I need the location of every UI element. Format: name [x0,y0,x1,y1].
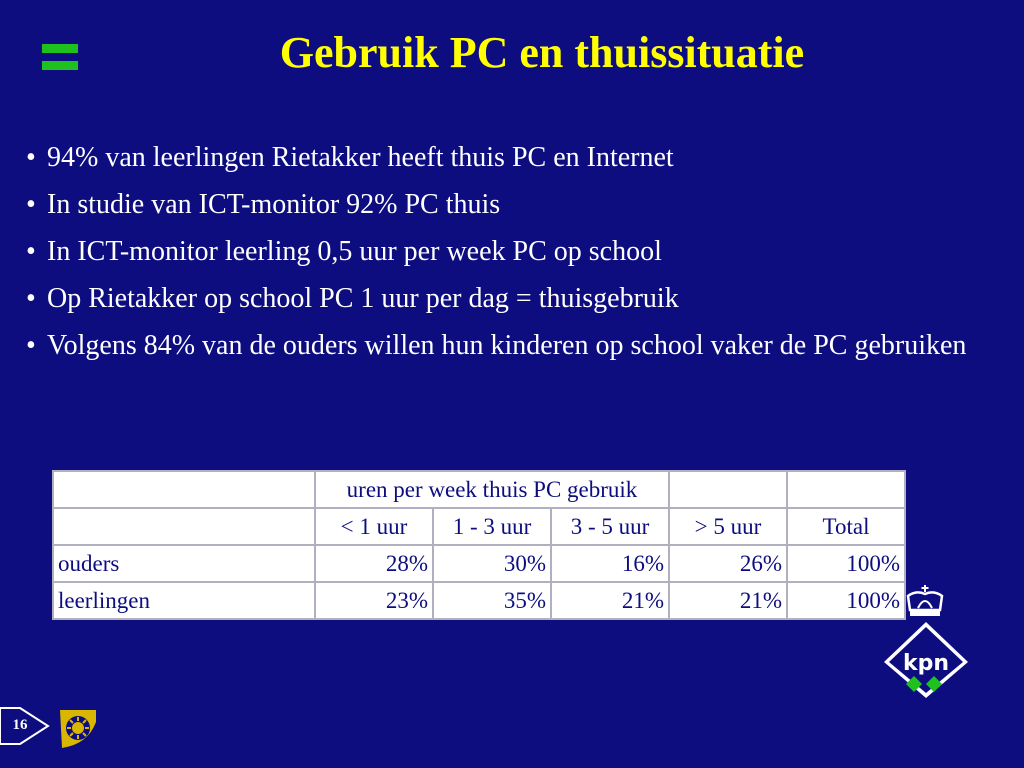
kpn-logo-text: kpn [902,651,950,676]
bullet-text: Op Rietakker op school PC 1 uur per dag = thuisgebruik [47,283,679,314]
table-cell: 26% [669,545,787,582]
slide-title: Gebruik PC en thuissituatie [279,28,805,77]
column-header: < 1 uur [315,508,433,545]
table-cell: 21% [551,582,669,619]
usage-table [52,470,906,620]
bullet-list [26,134,1006,369]
table-cell [53,471,315,508]
bullet-text: 94% van leerlingen Rietakker heeft thuis PC en Internet [47,142,674,173]
row-label: ouders [53,545,315,582]
table-cell: 23% [315,582,433,619]
bullet-text: Volgens 84% van de ouders willen hun kinderen op school vaker de PC gebruiken [47,330,967,361]
table-cell [669,471,787,508]
table-cell: 30% [433,545,551,582]
table-header-row [53,471,905,508]
table-row [53,545,905,582]
bullet-text: In ICT-monitor leerling 0,5 uur per week PC op school [47,236,662,267]
column-header: 3 - 5 uur [551,508,669,545]
table-cell: 35% [433,582,551,619]
page-number: 16 [12,717,28,733]
bullet-item: • Volgens 84% van de ouders willen hun kinderen op school vaker de PC gebruiken [26,330,967,361]
bullet-item: • In ICT-monitor leerling 0,5 uur per week PC op school [26,236,662,267]
table-cell: 28% [315,545,433,582]
column-header: 1 - 3 uur [433,508,551,545]
column-header: Total [787,508,905,545]
table-cell [53,508,315,545]
page-number-badge [0,706,50,746]
table-cell: 100% [787,582,905,619]
table-cell [787,471,905,508]
row-label: leerlingen [53,582,315,619]
table-cell: 100% [787,545,905,582]
bullet-item: • Op Rietakker op school PC 1 uur per dag = thuisgebruik [26,283,679,314]
bullet-item: • 94% van leerlingen Rietakker heeft thuis PC en Internet [26,142,674,173]
crown-icon [906,584,944,618]
table-cell: 16% [551,545,669,582]
column-header: > 5 uur [669,508,787,545]
kpn-logo [880,620,972,698]
table-cell: 21% [669,582,787,619]
table-row [53,582,905,619]
bullet-text: In studie van ICT-monitor 92% PC thuis [47,189,501,220]
group-header-cell: uren per week thuis PC gebruik [315,471,669,508]
bullet-item: • In studie van ICT-monitor 92% PC thuis [26,189,501,220]
sun-emblem-icon [58,706,98,752]
table-column-row [53,508,905,545]
